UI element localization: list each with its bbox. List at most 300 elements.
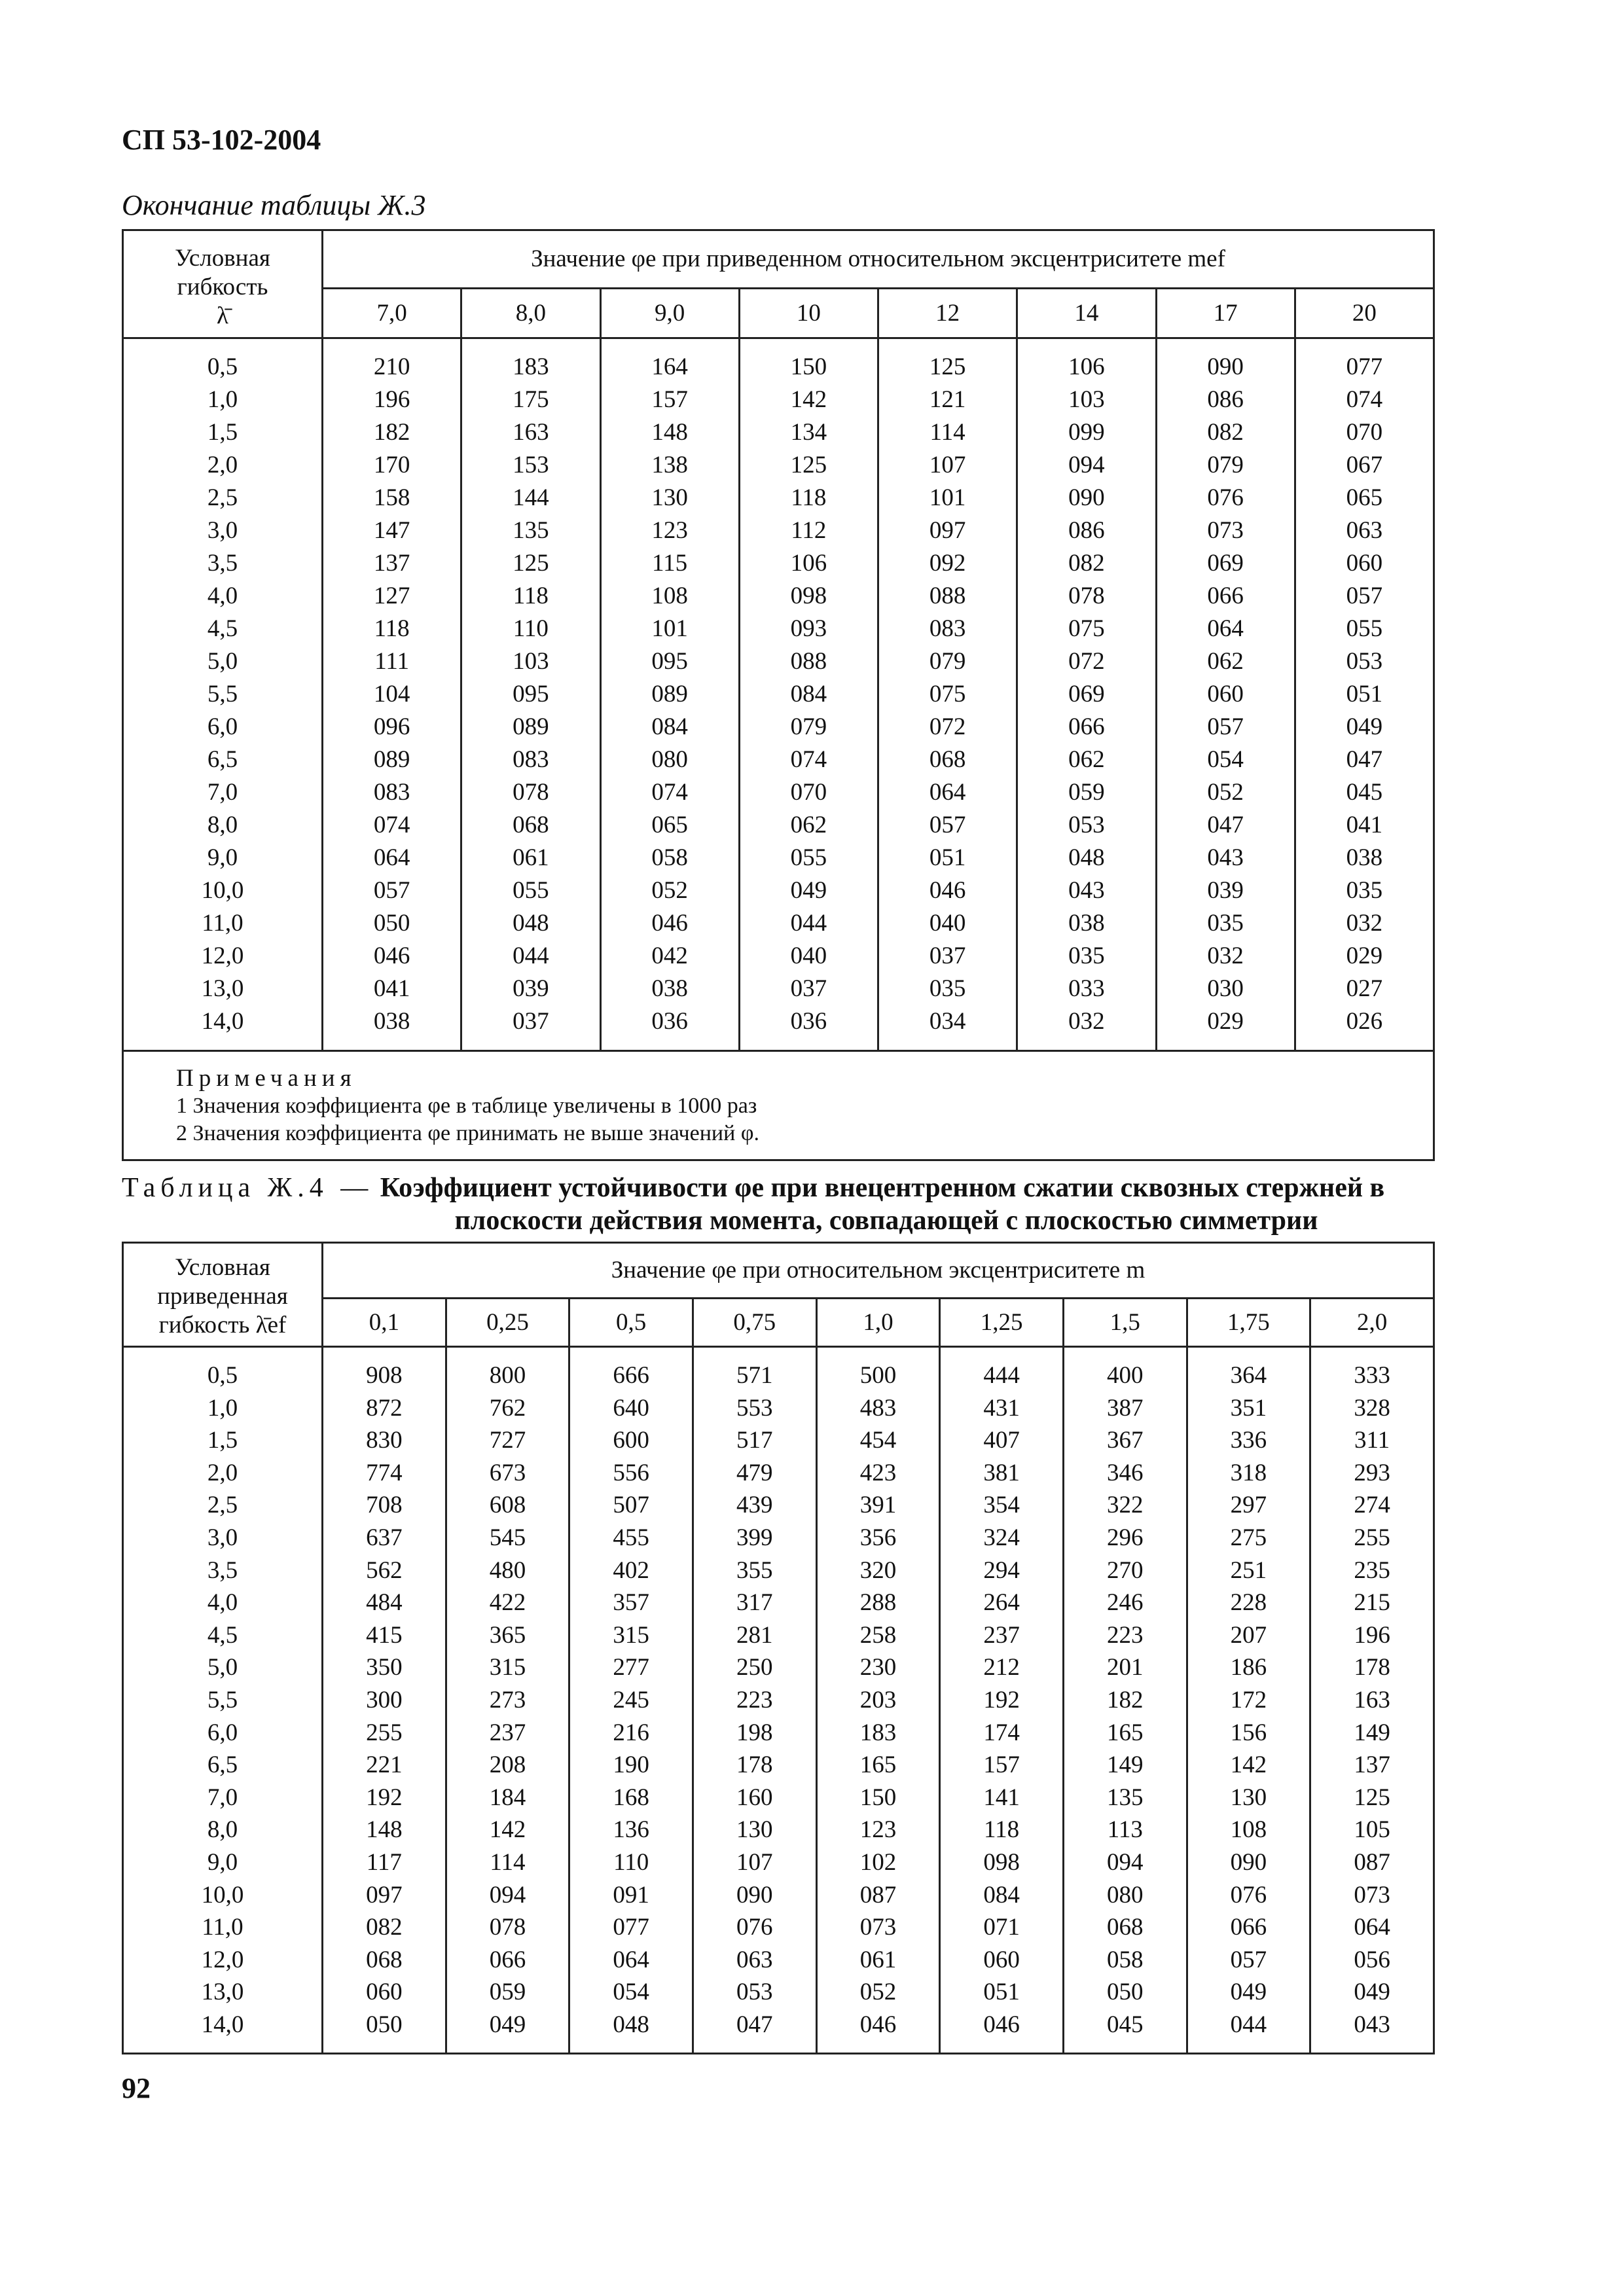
row-label: 4,5 xyxy=(207,1621,238,1649)
row-label: 3,5 xyxy=(207,1556,238,1584)
table-cell: 118 xyxy=(513,583,549,609)
table-cell: 041 xyxy=(373,975,410,1002)
row-label: 7,0 xyxy=(207,1784,238,1811)
table-cell: 137 xyxy=(1354,1751,1390,1779)
table-cell: 281 xyxy=(736,1621,773,1649)
table-cell: 068 xyxy=(513,812,549,838)
table-cell: 230 xyxy=(859,1654,897,1681)
table-cell: 774 xyxy=(366,1459,403,1486)
column-body xyxy=(739,338,878,1051)
column-header: 0,5 xyxy=(569,1299,693,1347)
table-cell: 600 xyxy=(613,1427,649,1454)
table-cell: 082 xyxy=(1068,550,1105,577)
table-cell: 400 xyxy=(1107,1362,1144,1389)
table-cell: 076 xyxy=(736,1914,773,1941)
table-cell: 258 xyxy=(859,1621,897,1649)
table-cell: 080 xyxy=(651,746,688,773)
table-cell: 104 xyxy=(373,681,410,708)
column-body xyxy=(123,338,323,1051)
table-cell: 144 xyxy=(513,484,549,511)
table-cell: 106 xyxy=(790,550,827,577)
table-cell: 051 xyxy=(929,844,966,871)
table-notes xyxy=(123,1051,1434,1160)
table-cell: 097 xyxy=(929,517,966,544)
table-cell: 038 xyxy=(373,1008,410,1035)
table-cell: 381 xyxy=(983,1459,1020,1486)
document-code: СП 53-102-2004 xyxy=(122,124,321,156)
table-cell: 147 xyxy=(373,517,410,544)
column-body xyxy=(940,1347,1064,2054)
table-cell: 047 xyxy=(736,2011,773,2038)
table-cell: 125 xyxy=(513,550,549,577)
table-cell: 087 xyxy=(1354,1848,1390,1876)
table-cell: 142 xyxy=(790,386,827,413)
table-cell: 083 xyxy=(373,779,410,806)
table-cell: 066 xyxy=(489,1946,526,1973)
table-cell: 103 xyxy=(513,648,549,675)
table-cell: 088 xyxy=(929,583,966,609)
table-cell: 074 xyxy=(790,746,827,773)
table-cell: 058 xyxy=(651,844,688,871)
table-cell: 178 xyxy=(736,1751,773,1779)
table-cell: 111 xyxy=(374,648,409,675)
table-cell: 480 xyxy=(489,1556,526,1584)
table-cell: 125 xyxy=(929,353,966,380)
table-cell: 186 xyxy=(1230,1654,1267,1681)
column-body xyxy=(1017,338,1156,1051)
row-label: 2,5 xyxy=(207,484,238,511)
table-cell: 264 xyxy=(983,1589,1020,1617)
table-cell: 084 xyxy=(790,681,827,708)
table-cell: 246 xyxy=(1107,1589,1144,1617)
table-cell: 150 xyxy=(790,353,827,380)
table-cell: 046 xyxy=(373,942,410,969)
row-label: 3,5 xyxy=(207,550,238,577)
table-cell: 052 xyxy=(859,1979,897,2006)
table-cell: 043 xyxy=(1068,877,1105,904)
table-cell: 142 xyxy=(489,1816,526,1844)
table-cell: 444 xyxy=(983,1362,1020,1389)
table-cell: 044 xyxy=(513,942,549,969)
table-cell: 149 xyxy=(1354,1719,1390,1746)
table-cell: 064 xyxy=(1207,615,1244,642)
table-cell: 637 xyxy=(366,1524,403,1551)
table-cell: 350 xyxy=(366,1654,403,1681)
row-label: 14,0 xyxy=(201,2011,244,2038)
row-header xyxy=(123,1243,323,1347)
table-cell: 071 xyxy=(983,1914,1020,1941)
table-cell: 039 xyxy=(1207,877,1244,904)
table-cell: 235 xyxy=(1354,1556,1390,1584)
table-cell: 035 xyxy=(1068,942,1105,969)
table-cell: 178 xyxy=(1354,1654,1390,1681)
table-cell: 050 xyxy=(1107,1979,1144,2006)
table-cell: 156 xyxy=(1230,1719,1267,1746)
table-cell: 315 xyxy=(489,1654,526,1681)
group-header: Значение φe при приведенном относительном эксцентриситете mef xyxy=(323,230,1434,289)
column-body xyxy=(323,1347,446,2054)
table-cell: 046 xyxy=(929,877,966,904)
table-cell: 097 xyxy=(366,1881,403,1909)
table-cell: 545 xyxy=(489,1524,526,1551)
table-cell: 196 xyxy=(1354,1621,1390,1649)
column-header: 1,5 xyxy=(1063,1299,1187,1347)
row-label: 8,0 xyxy=(207,1816,238,1844)
table-cell: 032 xyxy=(1207,942,1244,969)
column-body xyxy=(1063,1347,1187,2054)
table-cell: 640 xyxy=(613,1394,649,1422)
table-cell: 038 xyxy=(651,975,688,1002)
table-cell: 454 xyxy=(859,1427,897,1454)
table-cell: 422 xyxy=(489,1589,526,1617)
row-label: 5,5 xyxy=(207,1686,238,1713)
table-cell: 090 xyxy=(736,1881,773,1909)
table-cell: 141 xyxy=(983,1784,1020,1811)
table-cell: 201 xyxy=(1107,1654,1144,1681)
table-cell: 351 xyxy=(1230,1394,1267,1422)
table-cell: 170 xyxy=(373,452,410,478)
table-cell: 069 xyxy=(1068,681,1105,708)
row-header-line: λ̄ xyxy=(217,302,228,329)
column-body xyxy=(600,338,739,1051)
table-cell: 163 xyxy=(1354,1686,1390,1713)
table-cell: 050 xyxy=(373,910,410,937)
table-cell: 048 xyxy=(513,910,549,937)
table-cell: 089 xyxy=(651,681,688,708)
row-label: 0,5 xyxy=(207,1362,238,1389)
table-cell: 036 xyxy=(651,1008,688,1035)
table-cell: 055 xyxy=(790,844,827,871)
table-cell: 049 xyxy=(1354,1979,1390,2006)
table-cell: 093 xyxy=(790,615,827,642)
table-cell: 064 xyxy=(373,844,410,871)
caption-lead: Таблица Ж.4 — xyxy=(122,1173,374,1203)
table-cell: 110 xyxy=(513,615,549,642)
table-cell: 101 xyxy=(651,615,688,642)
table-cell: 153 xyxy=(513,452,549,478)
table-cell: 072 xyxy=(929,713,966,740)
table-cell: 210 xyxy=(373,353,410,380)
table-cell: 223 xyxy=(736,1686,773,1713)
table-cell: 130 xyxy=(1230,1784,1267,1811)
column-body xyxy=(1156,338,1295,1051)
table-cell: 872 xyxy=(366,1394,403,1422)
table-cell: 063 xyxy=(1346,517,1383,544)
table-cell: 158 xyxy=(373,484,410,511)
table-cell: 174 xyxy=(983,1719,1020,1746)
table-cell: 106 xyxy=(1068,353,1105,380)
row-label: 7,0 xyxy=(207,779,238,806)
table-cell: 038 xyxy=(1346,844,1383,871)
table-cell: 077 xyxy=(1346,353,1383,380)
table-cell: 075 xyxy=(929,681,966,708)
table-cell: 317 xyxy=(736,1589,773,1617)
column-body xyxy=(323,338,461,1051)
table-cell: 079 xyxy=(929,648,966,675)
row-label: 13,0 xyxy=(201,1979,244,2006)
table-cell: 084 xyxy=(651,713,688,740)
table-cell: 035 xyxy=(1207,910,1244,937)
table-cell: 130 xyxy=(736,1816,773,1844)
column-body xyxy=(1187,1347,1310,2054)
table-cell: 076 xyxy=(1207,484,1244,511)
table-cell: 040 xyxy=(790,942,827,969)
table-cell: 255 xyxy=(1354,1524,1390,1551)
table-cell: 190 xyxy=(613,1751,649,1779)
table-cell: 092 xyxy=(929,550,966,577)
table-cell: 296 xyxy=(1107,1524,1144,1551)
table-cell: 095 xyxy=(513,681,549,708)
table-cell: 057 xyxy=(1230,1946,1267,1973)
table-cell: 157 xyxy=(983,1751,1020,1779)
table-cell: 150 xyxy=(859,1784,897,1811)
column-header: 0,25 xyxy=(446,1299,569,1347)
table-cell: 078 xyxy=(513,779,549,806)
table-cell: 032 xyxy=(1068,1008,1105,1035)
table-cell: 245 xyxy=(613,1686,649,1713)
column-header: 1,75 xyxy=(1187,1299,1310,1347)
table-cell: 038 xyxy=(1068,910,1105,937)
table-cell: 073 xyxy=(1354,1881,1390,1909)
row-label: 9,0 xyxy=(207,844,238,871)
table-cell: 094 xyxy=(1107,1848,1144,1876)
table-cell: 198 xyxy=(736,1719,773,1746)
row-label: 1,0 xyxy=(207,386,238,413)
table-cell: 045 xyxy=(1346,779,1383,806)
table-cell: 136 xyxy=(613,1816,649,1844)
row-label: 11,0 xyxy=(202,1914,244,1941)
table-cell: 355 xyxy=(736,1556,773,1584)
table-cell: 062 xyxy=(790,812,827,838)
caption-title-line2: плоскости действия момента, совпадающей с плоскостью симметрии xyxy=(454,1206,1318,1236)
table-cell: 553 xyxy=(736,1394,773,1422)
table-cell: 082 xyxy=(1207,419,1244,446)
table-cell: 107 xyxy=(736,1848,773,1876)
table-cell: 130 xyxy=(651,484,688,511)
table-cell: 078 xyxy=(1068,583,1105,609)
table-cell: 800 xyxy=(489,1362,526,1389)
table-cell: 324 xyxy=(983,1524,1020,1551)
table-cell: 047 xyxy=(1346,746,1383,773)
column-header: 10 xyxy=(739,289,878,338)
row-label: 6,5 xyxy=(207,1751,238,1779)
table-cell: 067 xyxy=(1346,452,1383,478)
table-cell: 192 xyxy=(983,1686,1020,1713)
table-cell: 086 xyxy=(1207,386,1244,413)
table-cell: 123 xyxy=(859,1816,897,1844)
table-cell: 318 xyxy=(1230,1459,1267,1486)
table-cell: 315 xyxy=(613,1621,649,1649)
table-cell: 065 xyxy=(1346,484,1383,511)
row-header-line: приведенная xyxy=(157,1283,288,1310)
caption-title-line1: Коэффициент устойчивости φe при внецентренном сжатии сквозных стержней в xyxy=(380,1173,1385,1203)
table-cell: 207 xyxy=(1230,1621,1267,1649)
table-cell: 356 xyxy=(859,1524,897,1551)
table-cell: 183 xyxy=(513,353,549,380)
table-cell: 044 xyxy=(1230,2011,1267,2038)
table-cell: 072 xyxy=(1068,648,1105,675)
table-cell: 043 xyxy=(1207,844,1244,871)
table-cell: 074 xyxy=(651,779,688,806)
table-cell: 165 xyxy=(859,1751,897,1779)
table-cell: 090 xyxy=(1207,353,1244,380)
row-label: 2,5 xyxy=(207,1492,238,1519)
table-cell: 127 xyxy=(373,583,410,609)
table-cell: 075 xyxy=(1068,615,1105,642)
table-cell: 053 xyxy=(1346,648,1383,675)
table-cell: 089 xyxy=(513,713,549,740)
table-cell: 066 xyxy=(1207,583,1244,609)
table-cell: 060 xyxy=(1346,550,1383,577)
table-cell: 026 xyxy=(1346,1008,1383,1035)
column-header: 7,0 xyxy=(323,289,461,338)
table-cell: 055 xyxy=(1346,615,1383,642)
table-cell: 054 xyxy=(613,1979,649,2006)
table-cell: 294 xyxy=(983,1556,1020,1584)
table-cell: 556 xyxy=(613,1459,649,1486)
table-cell: 094 xyxy=(489,1881,526,1909)
column-header: 17 xyxy=(1156,289,1295,338)
table-cell: 228 xyxy=(1230,1589,1267,1617)
table-cell: 101 xyxy=(929,484,966,511)
table-cell: 118 xyxy=(791,484,827,511)
column-header: 20 xyxy=(1295,289,1434,338)
row-label: 12,0 xyxy=(201,942,244,969)
table-cell: 064 xyxy=(613,1946,649,1973)
table-cell: 277 xyxy=(613,1654,649,1681)
table-cell: 216 xyxy=(613,1719,649,1746)
table-cell: 049 xyxy=(1230,1979,1267,2006)
table-cell: 103 xyxy=(1068,386,1105,413)
table-cell: 073 xyxy=(859,1914,897,1941)
table-cell: 102 xyxy=(859,1848,897,1876)
row-label: 9,0 xyxy=(207,1848,238,1876)
table-cell: 062 xyxy=(1207,648,1244,675)
table-cell: 108 xyxy=(651,583,688,609)
table-cell: 098 xyxy=(790,583,827,609)
table-cell: 142 xyxy=(1230,1751,1267,1779)
table-cell: 110 xyxy=(613,1848,649,1876)
table-cell: 045 xyxy=(1107,2011,1144,2038)
table-cell: 123 xyxy=(651,517,688,544)
table-cell: 237 xyxy=(489,1719,526,1746)
table-cell: 042 xyxy=(651,942,688,969)
table-zh3-continuation xyxy=(122,229,1435,1161)
row-label: 6,0 xyxy=(207,713,238,740)
row-header-line: Условная xyxy=(175,245,270,272)
table-cell: 074 xyxy=(1346,386,1383,413)
table-cell: 288 xyxy=(859,1589,897,1617)
table-cell: 055 xyxy=(513,877,549,904)
table-cell: 091 xyxy=(613,1881,649,1909)
table-cell: 115 xyxy=(652,550,688,577)
table-cell: 830 xyxy=(366,1427,403,1454)
table-cell: 175 xyxy=(513,386,549,413)
table-cell: 049 xyxy=(1346,713,1383,740)
row-label: 4,0 xyxy=(207,583,238,609)
table-cell: 066 xyxy=(1068,713,1105,740)
table-cell: 037 xyxy=(929,942,966,969)
table-cell: 157 xyxy=(651,386,688,413)
column-header: 1,25 xyxy=(940,1299,1064,1347)
table-cell: 046 xyxy=(983,2011,1020,2038)
row-label: 14,0 xyxy=(201,1008,244,1035)
table-cell: 039 xyxy=(513,975,549,1002)
table-cell: 088 xyxy=(790,648,827,675)
table-cell: 762 xyxy=(489,1394,526,1422)
table-cell: 357 xyxy=(613,1589,649,1617)
table-cell: 037 xyxy=(513,1008,549,1035)
table-cell: 354 xyxy=(983,1492,1020,1519)
table-cell: 112 xyxy=(791,517,827,544)
table-cell: 293 xyxy=(1354,1459,1390,1486)
table-cell: 439 xyxy=(736,1492,773,1519)
note-item: 1 Значения коэффициента φe в таблице увеличены в 1000 раз xyxy=(176,1094,757,1118)
table-cell: 068 xyxy=(1107,1914,1144,1941)
table-cell: 051 xyxy=(1346,681,1383,708)
table-cell: 221 xyxy=(366,1751,403,1779)
table-cell: 346 xyxy=(1107,1459,1144,1486)
column-body xyxy=(446,1347,569,2054)
table-cell: 311 xyxy=(1354,1427,1390,1454)
table-cell: 255 xyxy=(366,1719,403,1746)
table-cell: 029 xyxy=(1346,942,1383,969)
table-cell: 571 xyxy=(736,1362,773,1389)
column-body xyxy=(461,338,600,1051)
table-cell: 183 xyxy=(859,1719,897,1746)
table-cell: 066 xyxy=(1230,1914,1267,1941)
table-cell: 051 xyxy=(983,1979,1020,2006)
table-cell: 105 xyxy=(1354,1816,1390,1844)
table-cell: 192 xyxy=(366,1784,403,1811)
table-cell: 125 xyxy=(1354,1784,1390,1811)
table-cell: 608 xyxy=(489,1492,526,1519)
table-cell: 184 xyxy=(489,1784,526,1811)
table-cell: 041 xyxy=(1346,812,1383,838)
row-label: 5,0 xyxy=(207,1654,238,1681)
table-cell: 336 xyxy=(1230,1427,1267,1454)
table-cell: 084 xyxy=(983,1881,1020,1909)
table-cell: 083 xyxy=(513,746,549,773)
table-cell: 065 xyxy=(651,812,688,838)
row-label: 11,0 xyxy=(202,910,244,937)
table-cell: 107 xyxy=(929,452,966,478)
table-cell: 182 xyxy=(1107,1686,1144,1713)
table-cell: 094 xyxy=(1068,452,1105,478)
group-header: Значение φe при относительном эксцентриситете m xyxy=(323,1243,1434,1299)
table-cell: 431 xyxy=(983,1394,1020,1422)
table-cell: 135 xyxy=(513,517,549,544)
column-body xyxy=(1295,338,1434,1051)
table-cell: 364 xyxy=(1230,1362,1267,1389)
table-cell: 057 xyxy=(1346,583,1383,609)
table-cell: 029 xyxy=(1207,1008,1244,1035)
table-cell: 297 xyxy=(1230,1492,1267,1519)
table-cell: 096 xyxy=(373,713,410,740)
column-body xyxy=(1310,1347,1434,2054)
table-cell: 125 xyxy=(790,452,827,478)
table-cell: 073 xyxy=(1207,517,1244,544)
table-cell: 223 xyxy=(1107,1621,1144,1649)
table-cell: 098 xyxy=(983,1848,1020,1876)
table-cell: 367 xyxy=(1107,1427,1144,1454)
table-cell: 037 xyxy=(790,975,827,1002)
table-cell: 056 xyxy=(1354,1946,1390,1973)
table-cell: 250 xyxy=(736,1654,773,1681)
table-cell: 168 xyxy=(613,1784,649,1811)
table-cell: 035 xyxy=(929,975,966,1002)
table-cell: 070 xyxy=(1346,419,1383,446)
